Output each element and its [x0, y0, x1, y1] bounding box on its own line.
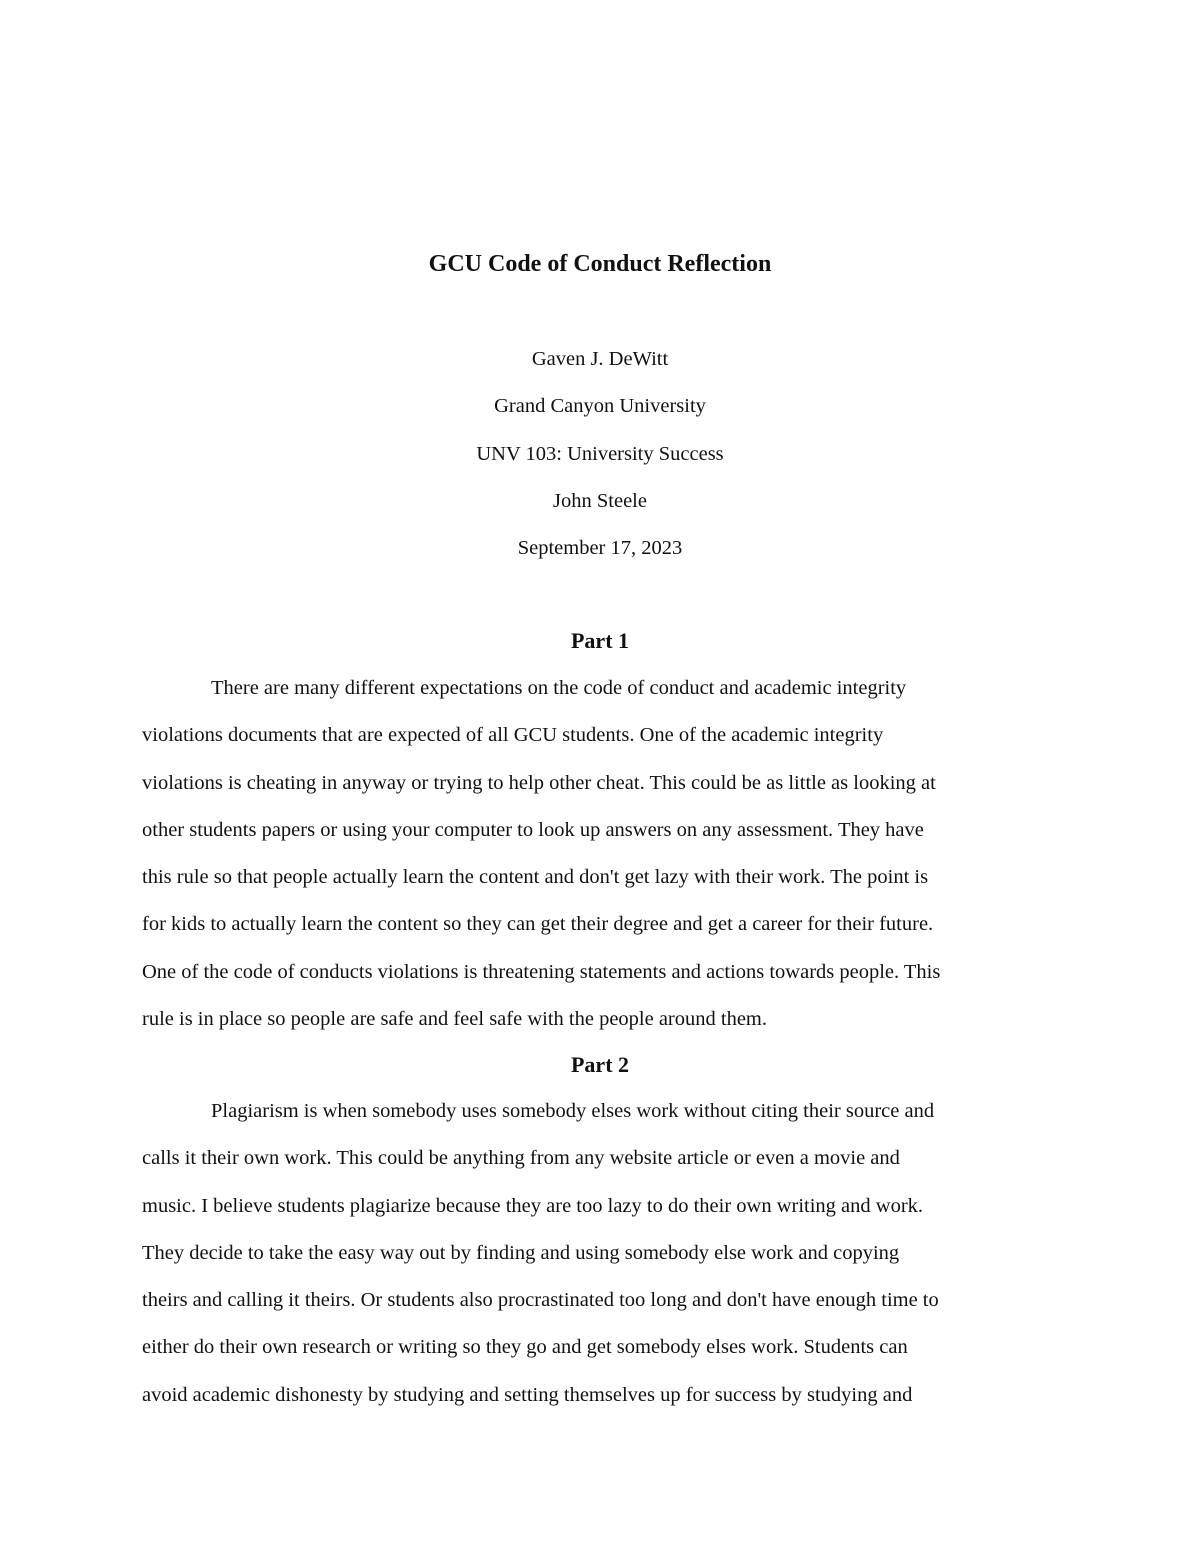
paragraph-line: avoid academic dishonesty by studying and setting themselves up for success by studying and [142, 1383, 913, 1406]
institution: Grand Canyon University [494, 395, 706, 418]
document-title: GCU Code of Conduct Reflection [428, 251, 772, 277]
title-block [0, 343, 1200, 579]
paragraph-line: calls it their own work. This could be anything from any website article or even a movie and [142, 1147, 900, 1170]
instructor: John Steele [553, 489, 647, 512]
section-body-part-1 [142, 665, 1062, 1043]
paragraph-line: There are many different expectations on the code of conduct and academic integrity [211, 677, 907, 699]
paragraph-line: music. I believe students plagiarize because they are too lazy to do their own writing and work. [142, 1194, 924, 1217]
paragraph-line: One of the code of conducts violations is threatening statements and actions towards people. This [142, 960, 941, 983]
section-body-part-2 [142, 1088, 1062, 1419]
paragraph-line: Plagiarism is when somebody uses somebody elses work without citing their source and [211, 1100, 935, 1122]
paragraph-line: violations documents that are expected of all GCU students. One of the academic integrity [142, 724, 884, 747]
paragraph-line: They decide to take the easy way out by finding and using somebody else work and copying [142, 1241, 900, 1264]
paragraph-line: either do their own research or writing so they go and get somebody elses work. Students can [142, 1336, 908, 1359]
paragraph-line: for kids to actually learn the content so they can get their degree and get a career for their future. [142, 913, 934, 936]
paragraph-line: violations is cheating in anyway or trying to help other cheat. This could be as little as looking at [142, 771, 936, 794]
section-heading-part-1: Part 1 [570, 628, 630, 653]
paragraph-line: theirs and calling it theirs. Or students also procrastinated too long and don't have enough time to [142, 1289, 939, 1312]
section-heading-part-2: Part 2 [570, 1052, 630, 1077]
course: UNV 103: University Success [476, 442, 724, 465]
paragraph-line: other students papers or using your computer to look up answers on any assessment. They have [142, 818, 924, 841]
author-name: Gaven J. DeWitt [531, 348, 669, 370]
date: September 17, 2023 [517, 537, 683, 560]
paragraph-line: rule is in place so people are safe and feel safe with the people around them. [142, 1008, 767, 1031]
paragraph-line: this rule so that people actually learn the content and don't get lazy with their work. The point is [142, 866, 929, 889]
